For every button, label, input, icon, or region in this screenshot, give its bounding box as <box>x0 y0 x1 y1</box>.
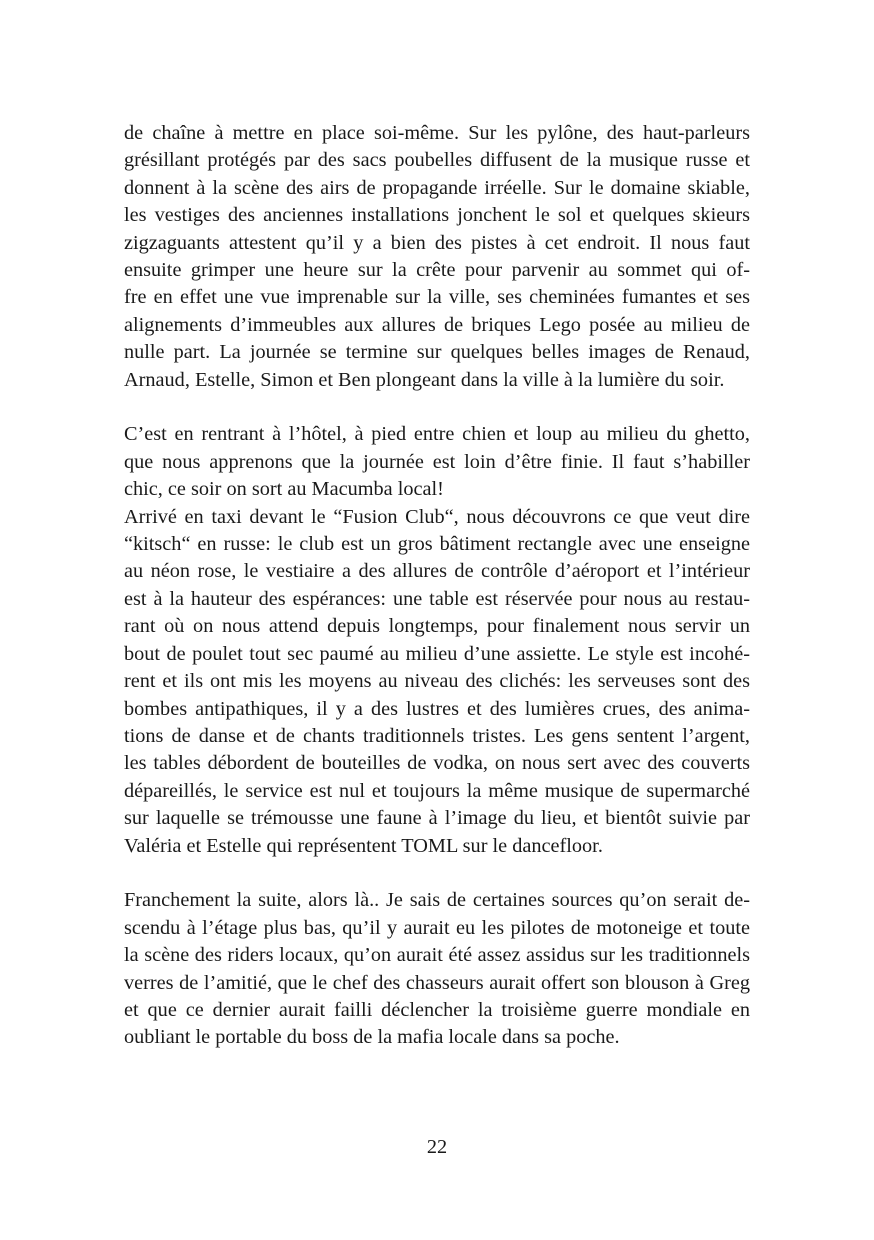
text-line: Franchement la suite, alors là.. Je sais de certaines sources qu’on serait de- <box>124 889 750 912</box>
text-line: ensuite grimper une heure sur la crête pour parvenir au sommet qui of- <box>124 259 750 282</box>
text-line: est à la hauteur des espérances: une table est réservée pour nous au restau- <box>124 587 750 610</box>
text-line: alignements d’immeubles aux allures de briques Lego posée au milieu de <box>124 313 750 336</box>
text-line: donnent à la scène des airs de propagande irréelle. Sur le domaine skiable, <box>124 176 750 199</box>
paragraph-3 <box>124 504 750 860</box>
text-line: oubliant le portable du boss de la mafia locale dans sa poche. <box>124 1026 620 1049</box>
text-line: dépareillés, le service est nul et toujours la même musique de supermarché <box>124 779 750 802</box>
text-line: fre en effet une vue imprenable sur la ville, ses cheminées fumantes et ses <box>124 286 750 309</box>
text-line: rent et ils ont mis les moyens au niveau des clichés: les serveuses sont des <box>124 670 750 693</box>
text-line: que nous apprenons que la journée est loin d’être finie. Il faut s’habiller <box>124 450 750 473</box>
text-line: au néon rose, le vestiaire a des allures de contrôle d’aéroport et l’intérieur <box>124 560 750 583</box>
text-line: Arnaud, Estelle, Simon et Ben plongeant dans la ville à la lumière du soir. <box>124 368 725 391</box>
paragraph-1 <box>124 120 750 394</box>
text-line: les tables débordent de bouteilles de vodka, on nous sert avec des couverts <box>124 752 750 775</box>
text-line: la scène des riders locaux, qu’on aurait été assez assidus sur les traditionnels <box>124 944 750 967</box>
text-line: grésillant protégés par des sacs poubelles diffusent de la musique russe et <box>124 149 750 172</box>
text-line: “kitsch“ en russe: le club est un gros bâtiment rectangle avec une enseigne <box>124 533 750 556</box>
text-line: bout de poulet tout sec paumé au milieu d’une assiette. Le style est incohé- <box>124 642 750 665</box>
paragraph-gap <box>124 860 750 887</box>
text-line: zigzaguants attestent qu’il y a bien des pistes à cet endroit. Il nous faut <box>124 231 750 254</box>
text-line: rant où on nous attend depuis longtemps, pour finalement nous servir un <box>124 615 750 638</box>
body-text <box>124 120 750 1052</box>
text-line: et que ce dernier aurait failli déclencher la troisième guerre mondiale en <box>124 998 750 1021</box>
text-line: sur laquelle se trémousse une faune à l’image du lieu, et bientôt suivie par <box>124 807 750 830</box>
text-line: Valéria et Estelle qui représentent TOML sur le dancefloor. <box>124 834 603 857</box>
text-line: verres de l’amitié, que le chef des chasseurs aurait offert son blouson à Greg <box>124 971 750 994</box>
text-line: les vestiges des anciennes installations jonchent le sol et quelques skieurs <box>124 204 750 227</box>
text-line: tions de danse et de chants traditionnels tristes. Les gens sentent l’argent, <box>124 724 750 747</box>
text-line: C’est en rentrant à l’hôtel, à pied entre chien et loup au milieu du ghetto, <box>124 423 750 446</box>
text-line: Arrivé en taxi devant le “Fusion Club“, nous découvrons ce que veut dire <box>124 505 750 528</box>
paragraph-gap <box>124 394 750 421</box>
paragraph-4 <box>124 887 750 1051</box>
text-line: chic, ce soir on sort au Macumba local! <box>124 478 444 501</box>
text-line: de chaîne à mettre en place soi-même. Sur les pylône, des haut-parleurs <box>124 122 750 144</box>
paragraph-2 <box>124 421 750 503</box>
page-number: 22 <box>426 1136 448 1158</box>
text-line: bombes antipathiques, il y a des lustres et des lumières crues, des anima- <box>124 697 750 720</box>
text-line: nulle part. La journée se termine sur quelques belles images de Renaud, <box>124 341 750 364</box>
text-line: scendu à l’étage plus bas, qu’il y aurait eu les pilotes de motoneige et toute <box>124 916 750 939</box>
